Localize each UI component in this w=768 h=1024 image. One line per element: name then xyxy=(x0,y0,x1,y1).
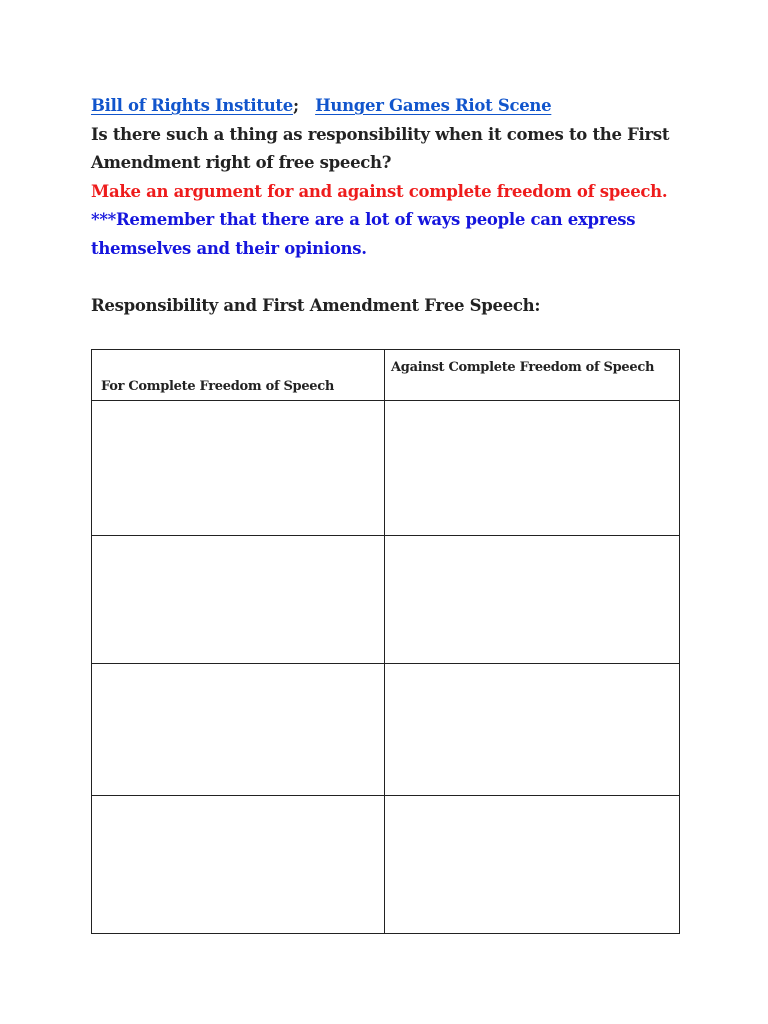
for-cell[interactable] xyxy=(92,664,385,796)
question-line-1: Is there such a thing as responsibility when it comes to the First xyxy=(91,124,670,144)
reminder-line-2: themselves and their opinions. xyxy=(91,238,367,258)
table-header-row xyxy=(92,350,680,401)
against-cell[interactable] xyxy=(385,401,680,536)
resource-links xyxy=(91,92,691,121)
against-column-header: Against Complete Freedom of Speech xyxy=(385,350,680,401)
for-column-header: For Complete Freedom of Speech xyxy=(92,350,385,401)
instruction-text: Make an argument for and against complete freedom of speech. xyxy=(91,181,668,201)
for-cell[interactable] xyxy=(92,536,385,664)
question-line-2: Amendment right of free speech? xyxy=(91,153,392,172)
against-cell[interactable] xyxy=(385,664,680,796)
for-cell[interactable] xyxy=(92,401,385,536)
table-row xyxy=(92,401,680,536)
for-cell[interactable] xyxy=(92,796,385,934)
table-row xyxy=(92,664,680,796)
table-row xyxy=(92,536,680,664)
intro-block xyxy=(91,92,691,263)
section-heading: Responsibility and First Amendment Free Speech: xyxy=(91,296,541,315)
against-cell[interactable] xyxy=(385,796,680,934)
link-separator: ; xyxy=(292,96,299,115)
table-row xyxy=(92,796,680,934)
for-against-table xyxy=(91,349,680,934)
against-cell[interactable] xyxy=(385,536,680,664)
reminder-line-1: ***Remember that there are a lot of ways people can express xyxy=(91,210,636,229)
bill-of-rights-link[interactable]: Bill of Rights Institute xyxy=(91,96,293,115)
hunger-games-link[interactable]: Hunger Games Riot Scene xyxy=(315,96,552,115)
